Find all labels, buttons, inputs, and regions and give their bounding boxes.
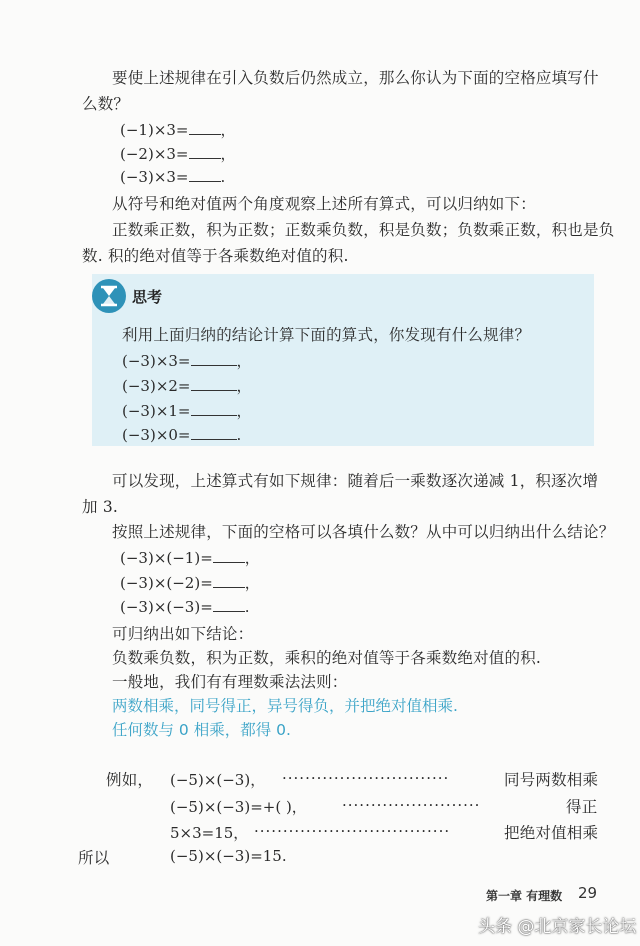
exercise-expression: (−3)×(−3)= (120, 598, 213, 616)
pattern-line-1: 可以发现，上述算式有如下规律：随着后一乘数逐次递减 1，积逐次增 (112, 472, 599, 490)
conclusion-line-2: 负数乘负数，积为正数，乘积的绝对值等于各乘数绝对值的积. (112, 649, 542, 667)
answer-blank[interactable] (189, 120, 221, 135)
exercise-row (120, 167, 225, 186)
answer-blank[interactable] (213, 548, 245, 563)
think-question: 利用上面归纳的结论计算下面的算式，你发现有什么规律？ (122, 326, 531, 344)
example-expression: 5×3=15， (170, 824, 249, 842)
think-expression: (−3)×0= (122, 426, 191, 444)
observe-line-1: 从符号和绝对值两个角度观察上述所有算式，可以归纳如下： (112, 195, 536, 213)
answer-blank[interactable] (191, 425, 237, 440)
think-expression: (−3)×3= (122, 352, 191, 370)
conclusion-line-3: 一般地，我们有有理数乘法法则： (112, 673, 348, 691)
answer-blank[interactable] (189, 144, 221, 159)
answer-blank[interactable] (189, 167, 221, 182)
punctuation: . (236, 426, 242, 444)
punctuation: ， (236, 402, 252, 420)
exercise-row (120, 547, 260, 568)
hourglass-icon (92, 279, 126, 313)
punctuation: ， (220, 121, 236, 139)
example-note: 把绝对值相乘 (504, 824, 599, 842)
example-expression: (−5)×(−3)， (170, 771, 266, 789)
conclusion-line-1: 可归纳出如下结论： (112, 625, 254, 643)
answer-blank[interactable] (191, 401, 237, 416)
think-item (122, 375, 252, 396)
exercise-row (120, 597, 250, 616)
exercise-row (120, 143, 236, 164)
think-item (122, 425, 241, 444)
think-title: 思考 (132, 288, 163, 306)
answer-blank[interactable] (191, 376, 237, 391)
watermark: 头条 @北京家长论坛 (478, 917, 637, 937)
example-note: 同号两数相乘 (504, 771, 599, 789)
exercise-expression: (−1)×3= (120, 121, 189, 139)
example-result: (−5)×(−3)=15. (170, 847, 287, 865)
think-expression: (−3)×2= (122, 377, 191, 395)
observe-line-2: 正数乘正数，积为正数；正数乘负数，积是负数；负数乘正数，积也是负 (112, 221, 615, 239)
example-expression: (−5)×(−3)=+( )， (170, 798, 307, 816)
leader-dots: ·································· (254, 822, 451, 840)
punctuation: . (220, 168, 226, 186)
leader-dots: ························ (342, 796, 481, 814)
punctuation: . (244, 598, 250, 616)
pattern-line-3: 按照上述规律，下面的空格可以各填什么数？从中可以归纳出什么结论？ (112, 523, 615, 541)
punctuation: ， (236, 352, 252, 370)
pattern-line-2: 加 3. (82, 498, 119, 516)
exercise-row (120, 119, 236, 140)
punctuation: ， (244, 574, 260, 592)
answer-blank[interactable] (213, 573, 245, 588)
example-label: 例如， (106, 771, 154, 789)
answer-blank[interactable] (213, 597, 245, 612)
leader-dots: ····························· (282, 769, 450, 787)
observe-line-3: 数. 积的绝对值等于各乘数绝对值的积. (82, 247, 349, 265)
page-number: 29 (578, 884, 598, 902)
multiplication-rule-1: 两数相乘，同号得正，异号得负，并把绝对值相乘. (112, 697, 458, 715)
multiplication-rule-2: 任何数与 0 相乘，都得 0. (112, 721, 291, 739)
so-label: 所以 (78, 849, 110, 867)
exercise-expression: (−2)×3= (120, 145, 189, 163)
answer-blank[interactable] (191, 351, 237, 366)
exercise-expression: (−3)×(−2)= (120, 574, 213, 592)
intro-line-2: 么数？ (82, 95, 130, 113)
intro-line-1: 要使上述规律在引入负数后仍然成立，那么你认为下面的空格应填写什 (112, 69, 599, 87)
chapter-title: 第一章 有理数 (486, 889, 563, 903)
exercise-row (120, 572, 260, 593)
punctuation: ， (244, 549, 260, 567)
exercise-expression: (−3)×(−1)= (120, 549, 213, 567)
exercise-expression: (−3)×3= (120, 168, 189, 186)
example-note: 得正 (566, 798, 598, 816)
think-item (122, 400, 252, 421)
punctuation: ， (220, 145, 236, 163)
punctuation: ， (236, 377, 252, 395)
think-expression: (−3)×1= (122, 402, 191, 420)
think-item (122, 350, 252, 371)
